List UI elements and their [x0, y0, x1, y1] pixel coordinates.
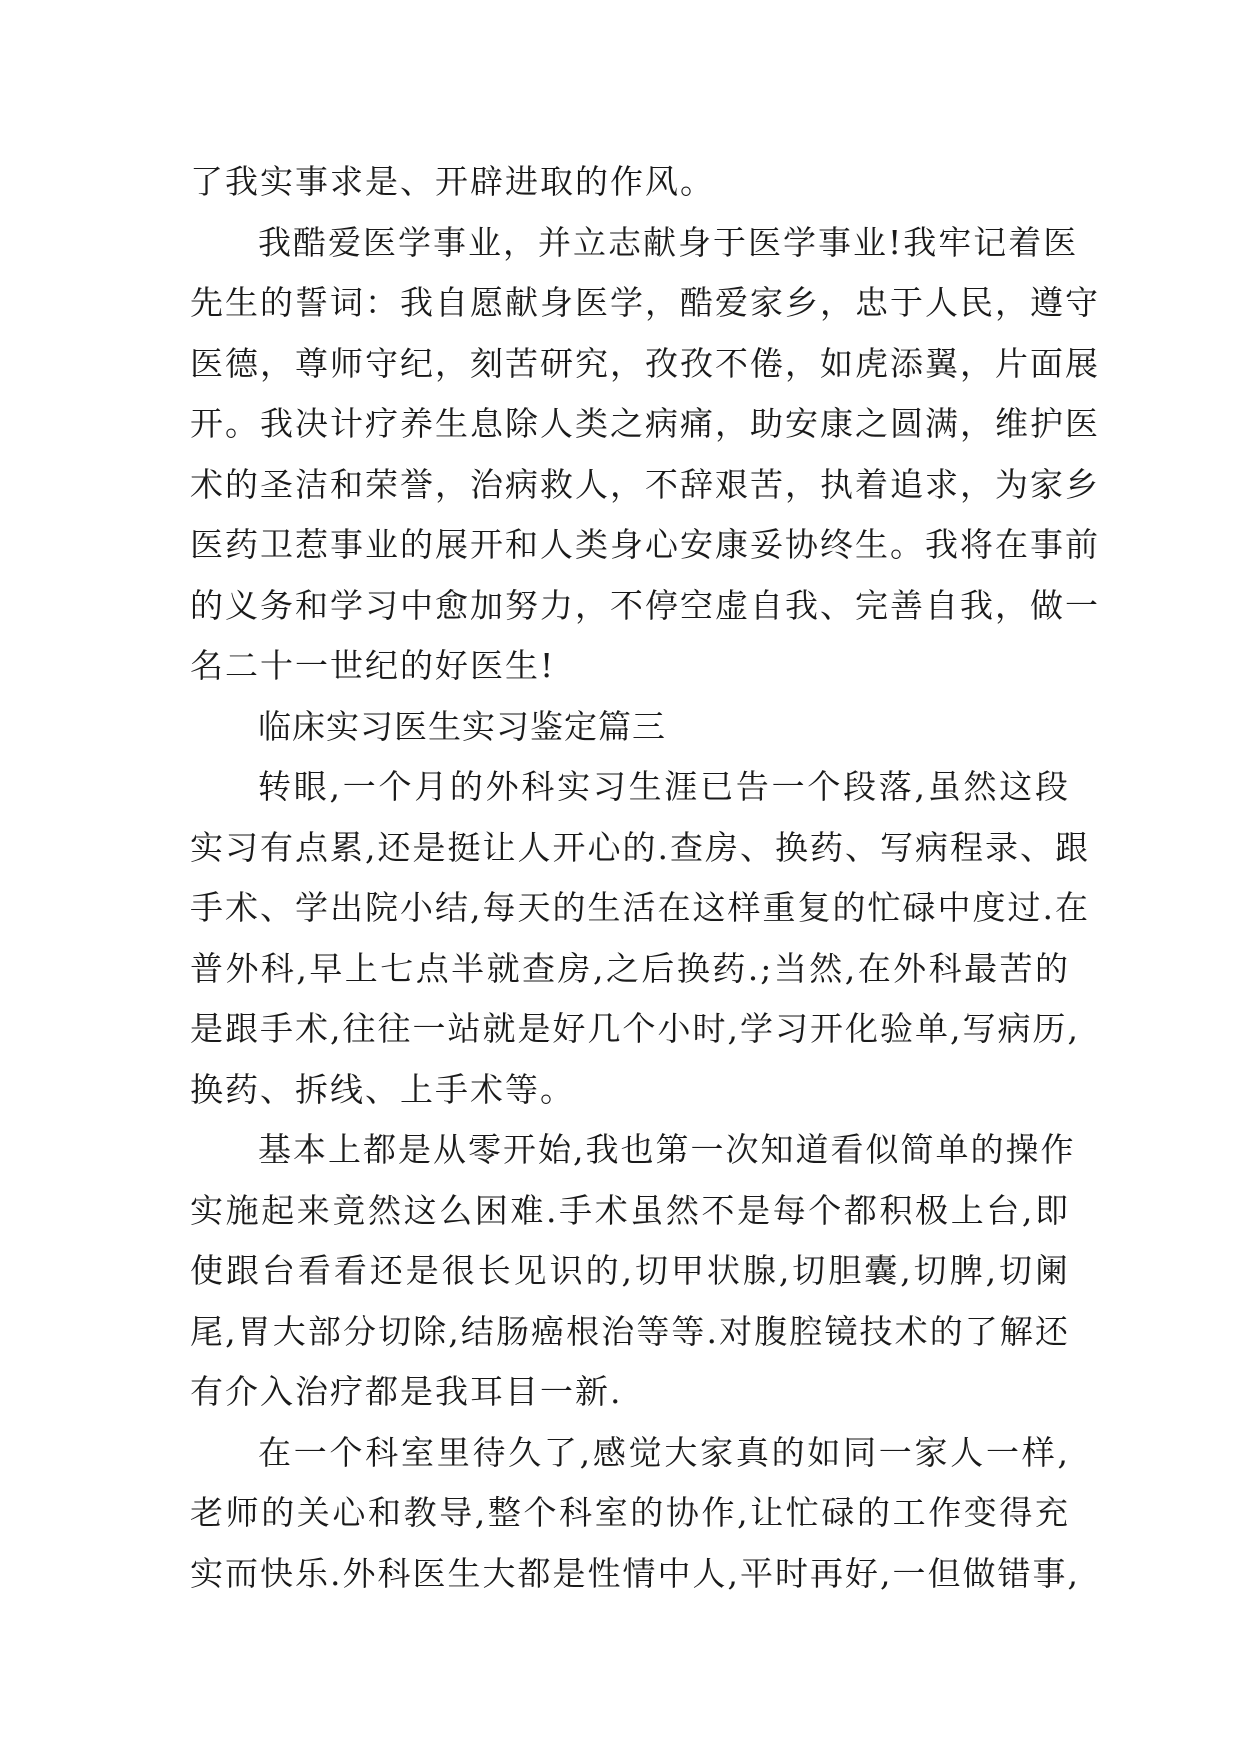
text-line: 医药卫惹事业的展开和人类身心安康妥协终生。我将在事前 — [190, 525, 1100, 564]
text-line: 医德，尊师守纪，刻苦研究，孜孜不倦，如虎添翼，片面展 — [190, 343, 1100, 383]
text-line: 普外科,早上七点半就查房,之后换药.;当然,在外科最苦的 — [190, 948, 1070, 988]
text-line: 名二十一世纪的好医生! — [190, 646, 556, 685]
text-line: 实而快乐.外科医生大都是性情中人,平时再好,一但做错事, — [190, 1553, 1080, 1593]
text-line: 有介入治疗都是我耳目一新. — [190, 1372, 623, 1411]
text-line: 换药、拆线、上手术等。 — [190, 1069, 575, 1109]
text-line: 实施起来竟然这么困难.手术虽然不是每个都积极上台,即 — [190, 1190, 1070, 1230]
text-line: 我酷爱医学事业，并立志献身于医学事业!我牢记着医 — [258, 222, 1079, 262]
text-line: 开。我决计疗养生息除人类之病痛，助安康之圆满，维护医 — [190, 404, 1100, 443]
text-line: 手术、学出院小结,每天的生活在这样重复的忙碌中度过.在 — [190, 888, 1090, 927]
text-line: 尾,胃大部分切除,结肠癌根治等等.对腹腔镜技术的了解还 — [190, 1311, 1070, 1351]
text-line: 了我实事求是、开辟进取的作风。 — [190, 162, 715, 201]
text-line: 老师的关心和教导,整个科室的协作,让忙碌的工作变得充 — [190, 1493, 1070, 1532]
text-line: 使跟台看看还是很长见识的,切甲状腺,切胆囊,切脾,切阑 — [190, 1251, 1070, 1290]
text-line: 的义务和学习中愈加努力，不停空虚自我、完善自我，做一 — [190, 585, 1100, 625]
text-line: 术的圣洁和荣誉，治病救人，不辞艰苦，执着追求，为家乡 — [190, 464, 1100, 504]
text-line: 先生的誓词：我自愿献身医学，酷爱家乡，忠于人民，遵守 — [190, 283, 1100, 322]
text-line: 在一个科室里待久了,感觉大家真的如同一家人一样, — [258, 1432, 1070, 1472]
text-line: 实习有点累,还是挺让人开心的.查房、换药、写病程录、跟 — [190, 827, 1090, 867]
text-line: 基本上都是从零开始,我也第一次知道看似简单的操作 — [258, 1130, 1076, 1169]
text-line: 是跟手术,往往一站就是好几个小时,学习开化验单,写病历, — [190, 1009, 1080, 1048]
section-heading: 临床实习医生实习鉴定篇三 — [258, 706, 666, 746]
document-body — [190, 152, 1100, 1604]
text-line: 转眼,一个月的外科实习生涯已告一个段落,虽然这段 — [258, 767, 1070, 806]
